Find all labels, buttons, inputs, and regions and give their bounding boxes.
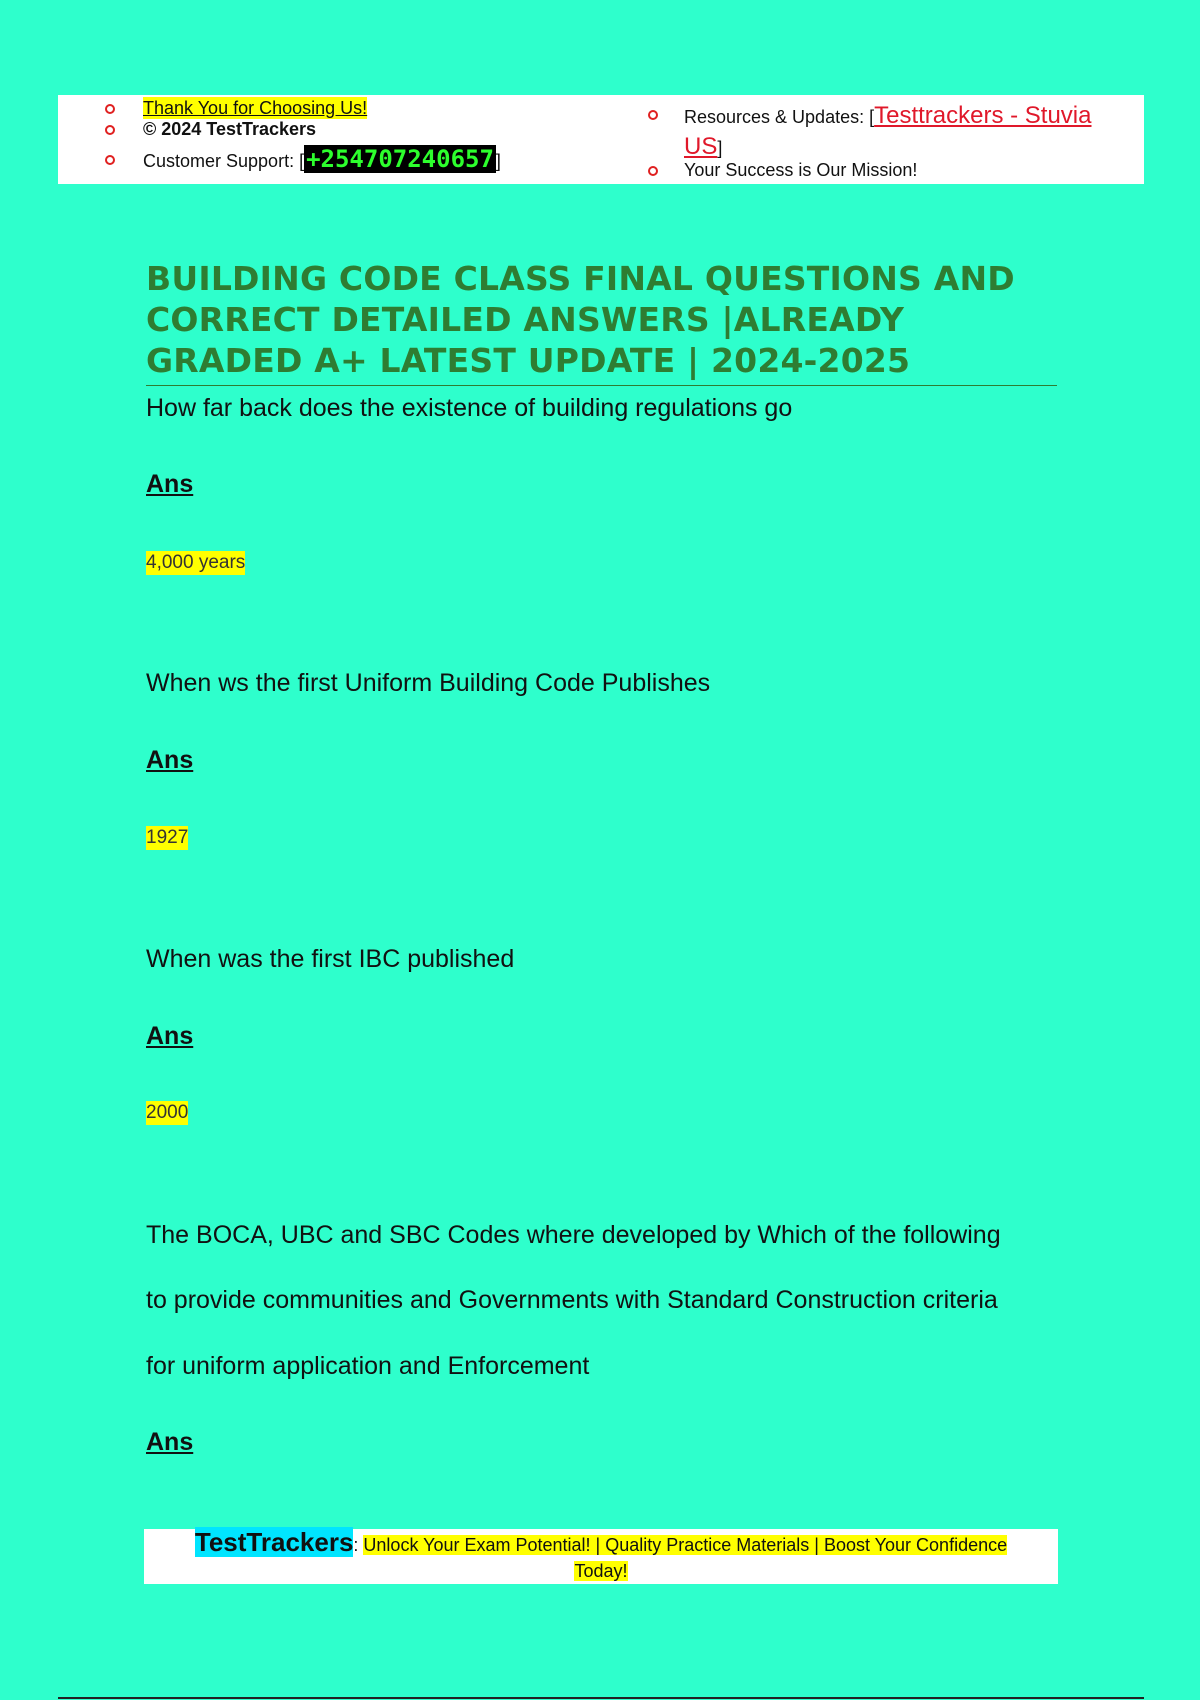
answer-2: 1927 <box>146 827 189 848</box>
copyright-text: © 2024 TestTrackers <box>143 119 317 139</box>
answer-label-3: Ans <box>146 1022 194 1050</box>
support-prefix: Customer Support: [ <box>143 151 305 171</box>
bullet-icon <box>648 110 658 120</box>
mission-text: Your Success is Our Mission! <box>684 160 918 180</box>
document-title <box>146 258 1056 381</box>
answer-1: 4,000 years <box>146 552 246 573</box>
question-2: When ws the first Uniform Building Code Publishes <box>146 669 711 697</box>
resources-suffix: ] <box>717 138 723 158</box>
thanks-link[interactable]: Thank You for Choosing Us! <box>143 98 368 118</box>
bullet-icon <box>648 166 658 176</box>
support-suffix: ] <box>495 151 501 171</box>
answer-3: 2000 <box>146 1102 189 1123</box>
bullet-icon <box>105 104 115 114</box>
question-4-line-2: to provide communities and Governments with Standard Construction criteria <box>146 1286 998 1314</box>
question-4-line-1: The BOCA, UBC and SBC Codes where developed by Which of the following <box>146 1221 1001 1249</box>
stuvia-link-cont[interactable]: US <box>684 133 718 160</box>
footer-tagline-cont: Today! <box>574 1561 628 1581</box>
answer-label-4: Ans <box>146 1428 194 1456</box>
header-info-box <box>58 95 1144 184</box>
title-underline <box>146 385 1057 386</box>
footer-tagline: Unlock Your Exam Potential! | Quality Practice Materials | Boost Your Confidence <box>363 1535 1008 1555</box>
question-4-line-3: for uniform application and Enforcement <box>146 1352 590 1380</box>
resources-prefix: Resources & Updates: [ <box>684 107 875 127</box>
footer-separator: : <box>353 1535 364 1555</box>
title-line-1: BUILDING CODE CLASS FINAL QUESTIONS AND <box>146 259 1015 298</box>
title-line-3: GRADED A+ LATEST UPDATE | 2024-2025 <box>146 341 911 380</box>
question-3: When was the first IBC published <box>146 945 515 973</box>
answer-label-2: Ans <box>146 746 194 774</box>
footer-banner <box>144 1529 1058 1584</box>
bullet-icon <box>105 125 115 135</box>
title-line-2: CORRECT DETAILED ANSWERS |ALREADY <box>146 300 905 339</box>
bullet-icon <box>105 155 115 165</box>
support-line <box>143 145 501 173</box>
answer-label-1: Ans <box>146 470 194 498</box>
page-bottom-rule <box>58 1697 1144 1699</box>
support-phone[interactable]: +254707240657 <box>306 145 494 173</box>
resources-line <box>684 101 1092 163</box>
question-1: How far back does the existence of building regulations go <box>146 394 793 422</box>
footer-brand: TestTrackers <box>194 1527 354 1557</box>
stuvia-link[interactable]: Testtrackers - Stuvia <box>874 102 1092 129</box>
